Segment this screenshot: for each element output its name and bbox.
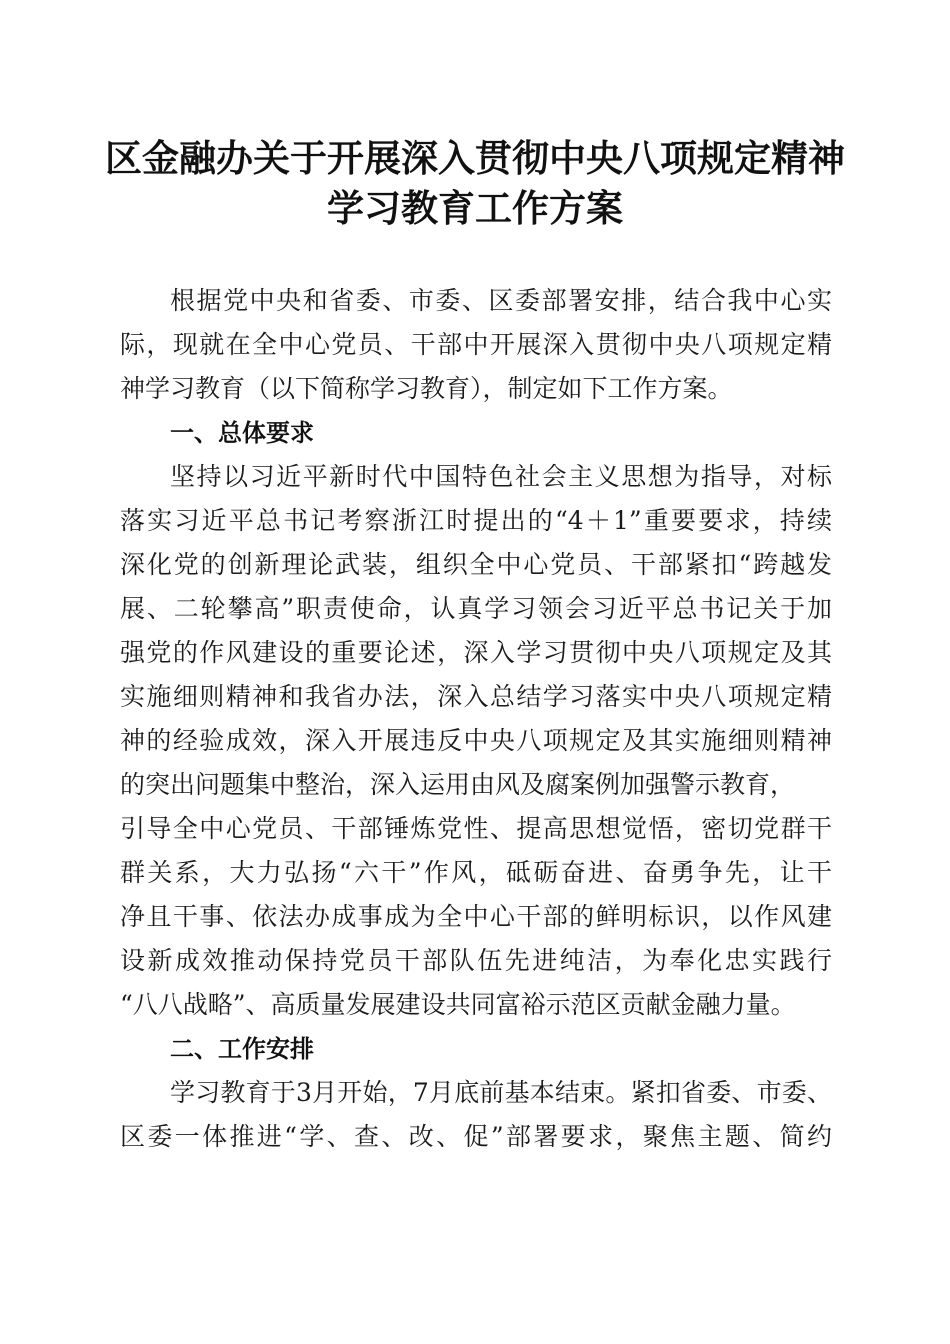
paragraph-line: 落实习近平总书记考察浙江时提出的“4＋1”重要要求，持续 xyxy=(120,506,832,535)
document-title-line-2: 学习教育工作方案 xyxy=(327,186,623,230)
paragraph-line: 际，现就在全中心党员、干部中开展深入贯彻中央八项规定精 xyxy=(120,330,832,359)
paragraph-line: 引导全中心党员、干部锤炼党性、提高思想觉悟，密切党群干 xyxy=(120,814,832,843)
paragraph-line: 群关系，大力弘扬“六干”作风，砥砺奋进、奋勇争先，让干 xyxy=(120,858,832,887)
paragraph-line: 实施细则精神和我省办法，深入总结学习落实中央八项规定精 xyxy=(120,682,832,711)
paragraph-line: 区委一体推进“学、查、改、促”部署要求，聚焦主题、简约 xyxy=(120,1122,832,1151)
paragraph-line: 根据党中央和省委、市委、区委部署安排，结合我中心实 xyxy=(170,286,832,315)
section-2-paragraph xyxy=(120,1071,832,1159)
section-1-paragraph xyxy=(120,455,832,1027)
paragraph-line: “八八战略”、高质量发展建设共同富裕示范区贡献金融力量。 xyxy=(120,990,796,1019)
paragraph-line: 神学习教育（以下简称学习教育），制定如下工作方案。 xyxy=(120,374,733,403)
paragraph-line: 坚持以习近平新时代中国特色社会主义思想为指导，对标 xyxy=(170,462,832,491)
section-heading-work-arrangement: 二、工作安排 xyxy=(170,1035,314,1063)
paragraph-line: 深化党的创新理论武装，组织全中心党员、干部紧扣“跨越发 xyxy=(120,550,832,579)
paragraph-line: 的突出问题集中整治，深入运用由风及腐案例加强警示教育， xyxy=(120,770,796,799)
paragraph-line: 学习教育于3月开始，7月底前基本结束。紧扣省委、市委、 xyxy=(170,1078,832,1107)
intro-paragraph xyxy=(120,279,832,411)
paragraph-line: 神的经验成效，深入开展违反中央八项规定及其实施细则精神 xyxy=(120,726,832,755)
document-body xyxy=(120,279,832,1159)
paragraph-line: 展、二轮攀高”职责使命，认真学习领会习近平总书记关于加 xyxy=(120,594,832,623)
paragraph-line: 设新成效推动保持党员干部队伍先进纯洁，为奉化忠实践行 xyxy=(120,946,832,975)
paragraph-line: 净且干事、依法办成事成为全中心干部的鲜明标识，以作风建 xyxy=(120,902,832,931)
paragraph-line: 强党的作风建设的重要论述，深入学习贯彻中央八项规定及其 xyxy=(120,638,832,667)
section-heading-overall-requirements: 一、总体要求 xyxy=(170,419,314,447)
document-title-line-1: 区金融办关于开展深入贯彻中央八项规定精神 xyxy=(105,136,845,180)
